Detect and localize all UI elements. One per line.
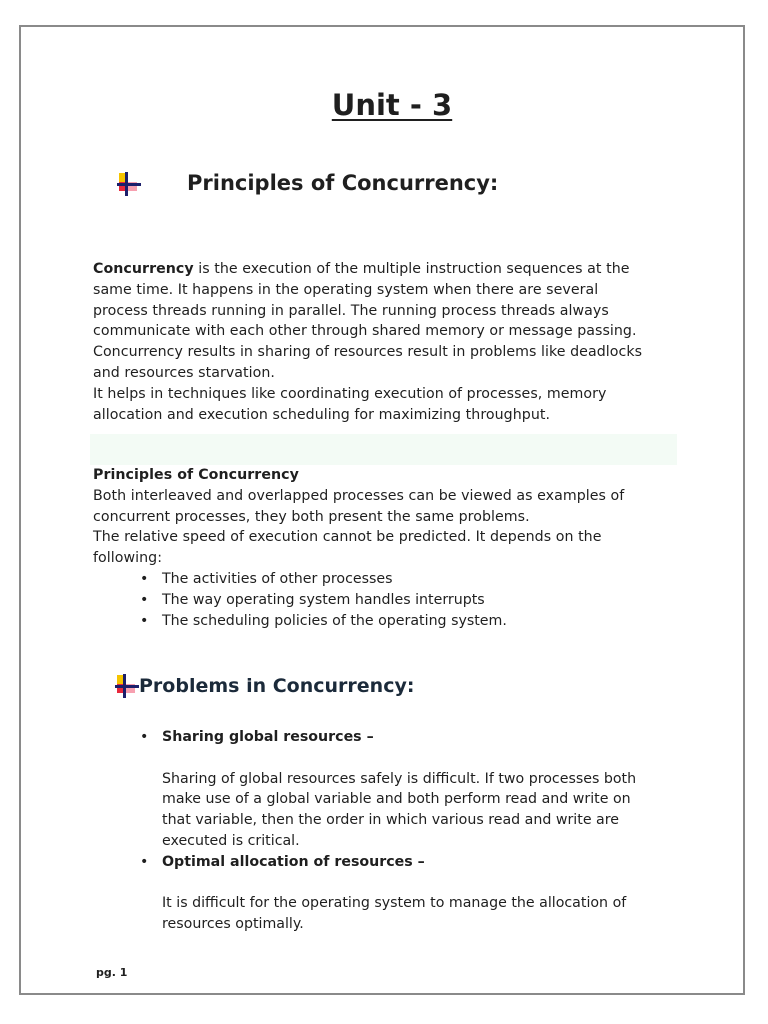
intro-line: It helps in techniques like coordinating execution of processes, memory — [93, 385, 607, 402]
intro-line: process threads running in parallel. The running process threads always — [93, 302, 609, 319]
list-item — [140, 590, 507, 611]
list-item — [140, 611, 507, 632]
blank-line — [140, 873, 636, 894]
problem-line: executed is critical. — [162, 832, 300, 849]
heading-problems: Problems in Concurrency: — [139, 675, 415, 697]
unit-title: Unit - 3 — [331, 88, 453, 122]
problem-line: It is difficult for the operating system to manage the allocation of — [162, 895, 627, 912]
principles-line: concurrent processes, they both present the same problems. — [93, 508, 530, 525]
list-item-text: The scheduling policies of the operating system. — [162, 612, 507, 629]
intro-line: same time. It happens in the operating system when there are several — [93, 281, 599, 298]
principles-line: The relative speed of execution cannot be predicted. It depends on the — [93, 529, 602, 546]
heading-principles: Principles of Concurrency: — [187, 171, 499, 195]
problems-list — [140, 727, 636, 935]
list-item-text: The way operating system handles interrupts — [162, 591, 485, 608]
bullet-dot: • — [140, 612, 149, 629]
bullet-square-icon — [116, 171, 142, 197]
highlight-band — [90, 434, 677, 465]
bullet-dot: • — [140, 571, 149, 587]
list-item — [140, 727, 636, 748]
bullet-dot: • — [140, 853, 149, 870]
intro-line: Concurrency results in sharing of resources result in problems like deadlocks — [93, 344, 643, 361]
intro-term: Concurrency — [93, 261, 194, 277]
principles-section — [93, 465, 683, 569]
blank-line — [140, 748, 636, 769]
list-item — [140, 852, 636, 873]
intro-paragraph — [93, 259, 683, 425]
problem-title: Optimal allocation of resources – — [162, 853, 425, 870]
principles-line: following: — [93, 550, 163, 567]
bullet-square-icon — [114, 673, 140, 699]
problem-line: resources optimally. — [162, 916, 304, 933]
list-item — [140, 569, 507, 590]
problem-line: that variable, then the order in which various read and write are — [162, 812, 619, 829]
intro-line: communicate with each other through shared memory or message passing. — [93, 323, 637, 340]
principles-subheading: Principles of Concurrency — [93, 467, 299, 483]
problem-title: Sharing global resources – — [162, 729, 374, 745]
problem-line: make use of a global variable and both perform read and write on — [162, 791, 631, 808]
intro-line: and resources starvation. — [93, 364, 275, 381]
intro-line-1: is the execution of the multiple instruction sequences at the — [193, 261, 630, 277]
intro-line: allocation and execution scheduling for maximizing throughput. — [93, 406, 551, 423]
principles-line: Both interleaved and overlapped processes can be viewed as examples of — [93, 487, 625, 504]
bullet-dot: • — [140, 729, 149, 745]
bullet-dot: • — [140, 591, 149, 608]
principles-bullet-list — [140, 569, 507, 631]
problem-line: Sharing of global resources safely is difficult. If two processes both — [162, 770, 637, 787]
list-item-text: The activities of other processes — [162, 571, 393, 587]
page-number: pg. 1 — [96, 966, 128, 979]
